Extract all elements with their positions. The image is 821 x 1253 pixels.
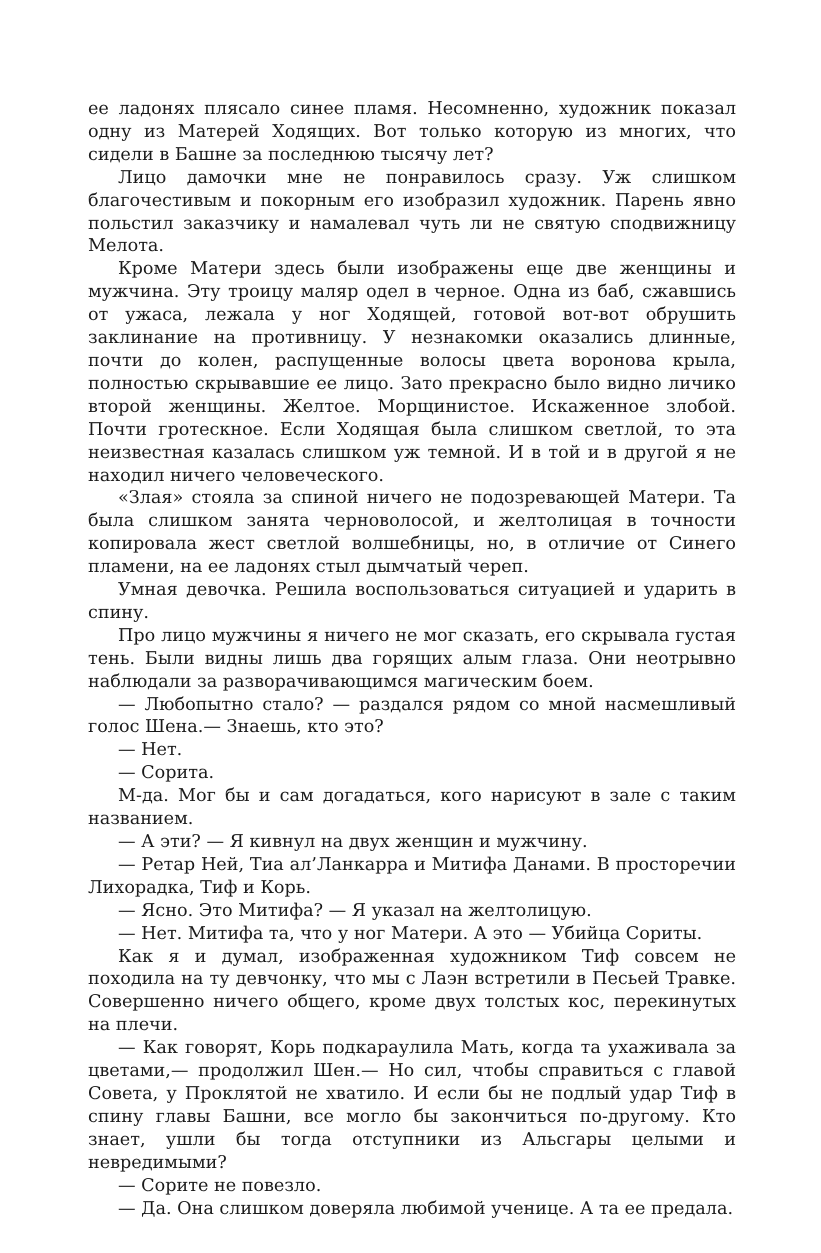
paragraph-2: Лицо дамочки мне не понравилось сразу. Уж слишком благочестивым и покорным его изобразил художник. Парень явно польстил заказчику и намалевал чуть ли не святую сподвижницу Мелота. [88,167,736,257]
dialogue-line-4: — А эти? — Я кивнул на двух женщин и мужчину. [118,832,588,852]
dialogue-line-7: — Нет. Митифа та, что у ног Матери. А это — Убийца Сориты. [118,923,703,944]
paragraph-1: ее ладонях плясало синее пламя. Несомненно, художник показал одну из Матерей Ходящих. Вот только которую из многих, что сидели в Башне за последнюю тысячу лет? [88,99,736,165]
dialogue-line-3: — Сорита. [118,763,215,784]
book-page [88,98,736,1220]
dialogue-line-5: — Ретар Ней, Тиа ал’Ланкарра и Митифа Данами. В просторечии Лихорадка, Тиф и Корь. [88,854,736,898]
paragraph-4: «Злая» стояла за спиной ничего не подозревающей Матери. Та была слишком занята черноволосой, и желтолицая в точности копировала жест светлой волшебницы, но, в отличие от Синего пламени, на ее ладонях стыл дымчатый череп. [88,488,736,578]
paragraph-7: М-да. Мог бы и сам догадаться, кого нарисуют в зале с таким названием. [88,786,736,830]
paragraph-8: Как я и думал, изображенная художником Тиф совсем не походила на ту девчонку, что мы с Лаэн встретили в Песьей Травке. Совершенно ничего общего, кроме двух толстых кос, перекинутых на плечи. [88,946,736,1036]
dialogue-line-6: — Ясно. Это Митифа? — Я указал на желтолицую. [118,900,592,921]
dialogue-line-8: — Как говорят, Корь подкараулила Мать, когда та ухаживала за цветами,— продолжил Шен.— Но сил, чтобы справиться с главой Совета, у Проклятой не хватило. И если бы не подлый удар Тиф в спину главы Башни, все могло бы закончиться по-другому. Кто знает, ушли бы тогда отступники из Альсгары целыми и невредимыми? [88,1038,736,1173]
paragraph-3: Кроме Матери здесь были изображены еще две женщины и мужчина. Эту троицу маляр одел в черное. Одна из баб, сжавшись от ужаса, лежала у ног Ходящей, готовой вот-вот обрушить заклинание на противницу. У незнакомки оказались длинные, почти до колен, распущенные волосы цвета воронова крыла, полностью скрывавшие ее лицо. Зато прекрасно было видно личико второй женщины. Желтое. Морщинистое. Искаженное злобой. Почти гротескное. Если Ходящая была слишком светлой, то эта неизвестная казалась слишком уж темной. И в той и в другой я не находил ничего человеческого. [88,259,736,486]
dialogue-line-9: — Сорите не повезло. [118,1175,322,1196]
dialogue-line-1: — Любопытно стало? — раздался рядом со мной насмешливый голос Шена.— Знаешь, кто это? [88,694,736,738]
dialogue-line-2: — Нет. [118,740,183,761]
dialogue-line-10: — Да. Она слишком доверяла любимой ученице. А та ее предала. [118,1198,734,1219]
paragraph-6: Про лицо мужчины я ничего не мог сказать, его скрывала густая тень. Были видны лишь два горящих алым глаза. Они неотрывно наблюдали за разворачивающимся магическим боем. [88,625,736,692]
paragraph-5: Умная девочка. Решила воспользоваться ситуацией и ударить в спину. [88,580,736,623]
